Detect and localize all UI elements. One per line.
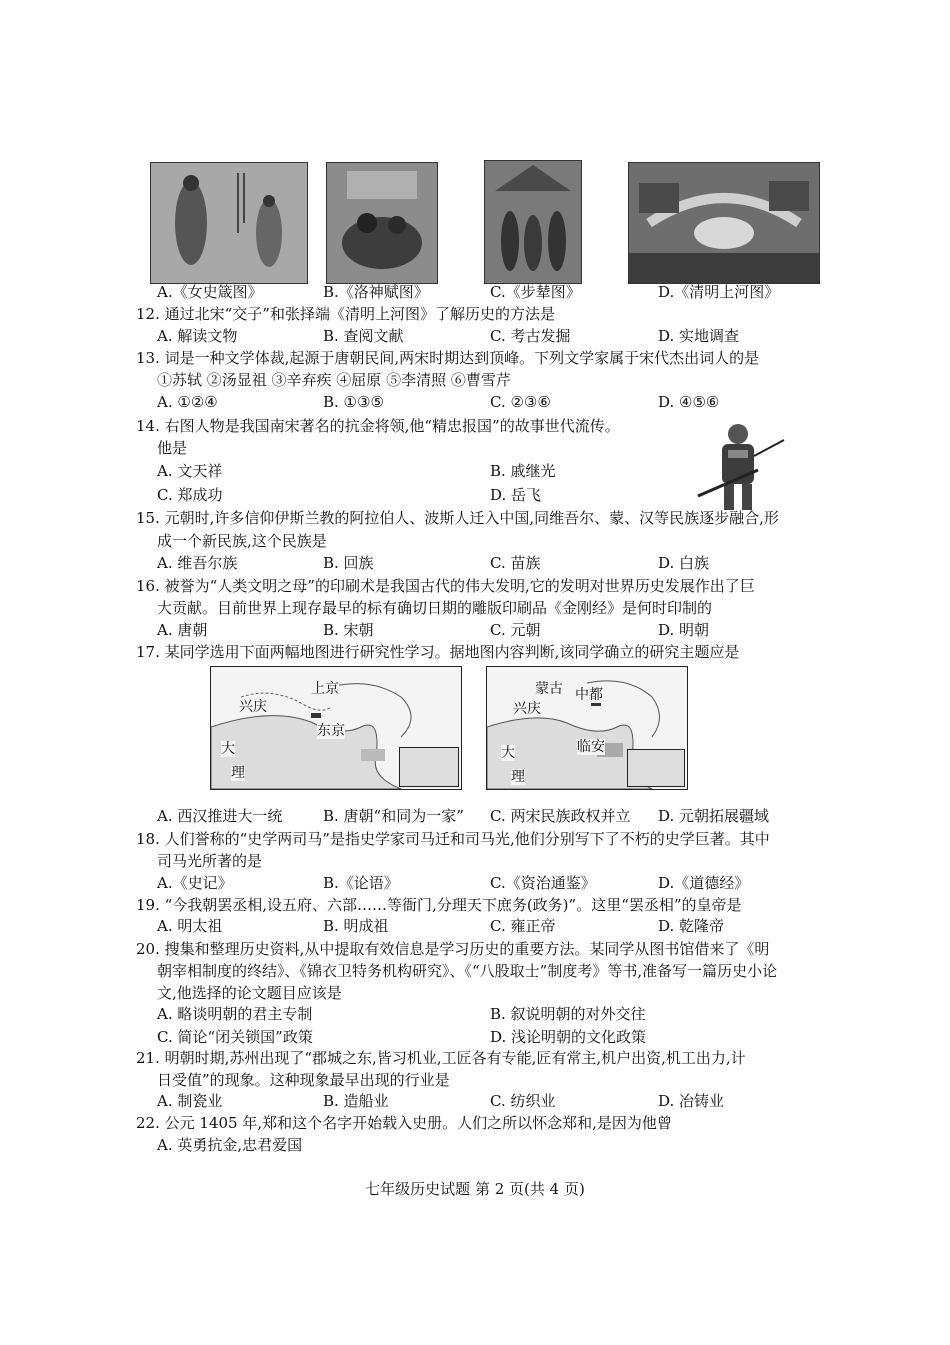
map2-label-zhongdu: 中都 bbox=[575, 687, 603, 703]
q14-stem-2: 他是 bbox=[157, 439, 188, 457]
page-footer: 七年级历史试题 第 2 页(共 4 页) bbox=[365, 1180, 585, 1198]
map-song-jin bbox=[486, 666, 688, 790]
q19-option-b: B. 明成祖 bbox=[323, 917, 389, 935]
q12-option-a: A. 解读文物 bbox=[157, 327, 238, 345]
map1-label-dongjing: 东京 bbox=[317, 723, 345, 739]
q16-option-d: D. 明朝 bbox=[658, 621, 710, 639]
q14-option-d: D. 岳飞 bbox=[490, 486, 542, 504]
q20-stem-2: 朝宰相制度的终结》、《锦衣卫特务机构研究》、《“八股取士”制度考》等书,准备写一篇历史小论 bbox=[157, 962, 778, 980]
q14-option-b: B. 戚继光 bbox=[490, 462, 556, 480]
q13-option-c: C. ②③⑥ bbox=[490, 393, 551, 411]
q12-option-b: B. 查阅文献 bbox=[323, 327, 404, 345]
map2-inset bbox=[627, 749, 685, 787]
painting-label-d: D.《清明上河图》 bbox=[658, 283, 780, 301]
q12-option-d: D. 实地调查 bbox=[658, 327, 740, 345]
q17-option-d: D. 元朝拓展疆域 bbox=[658, 807, 770, 825]
q15-stem-2: 成一个新民族,这个民族是 bbox=[157, 532, 327, 550]
q19-option-d: D. 乾隆帝 bbox=[658, 917, 725, 935]
q16-option-c: C. 元朝 bbox=[490, 621, 541, 639]
map1-label-da: 大 bbox=[221, 741, 235, 757]
q20-option-d: D. 浅论明朝的文化政策 bbox=[490, 1028, 647, 1046]
q18-option-b: B.《论语》 bbox=[323, 874, 399, 892]
q14-stem: 14. 右图人物是我国南宋著名的抗金将领,他“精忠报国”的故事世代流传。 bbox=[136, 417, 620, 435]
painting-qingming bbox=[628, 162, 820, 284]
q20-stem-3: 文,他选择的论文题目应该是 bbox=[157, 984, 342, 1002]
q13-stem: 13. 词是一种文学体裁,起源于唐朝民间,两宋时期达到顶峰。下列文学家属于宋代杰出词人的是 bbox=[136, 349, 760, 367]
q19-option-a: A. 明太祖 bbox=[157, 917, 223, 935]
q16-stem: 16. 被誉为“人类文明之母”的印刷术是我国古代的伟大发明,它的发明对世界历史发展作出了巨 bbox=[136, 577, 755, 595]
q16-option-b: B. 宋朝 bbox=[323, 621, 374, 639]
q19-option-c: C. 雍正帝 bbox=[490, 917, 556, 935]
q17-option-c: C. 两宋民族政权并立 bbox=[490, 807, 631, 825]
q18-option-d: D.《道德经》 bbox=[658, 874, 750, 892]
q21-stem: 21. 明朝时期,苏州出现了“郡城之东,皆习机业,工匠各有专能,匠有常主,机户出资,机工出力,计 bbox=[136, 1049, 746, 1067]
map2-label-li: 理 bbox=[511, 769, 525, 785]
q22-option-a: A. 英勇抗金,忠君爱国 bbox=[157, 1136, 303, 1154]
q20-stem: 20. 搜集和整理历史资料,从中提取有效信息是学习历史的重要方法。某同学从图书馆借来了《明 bbox=[136, 940, 770, 958]
q13-option-a: A. ①②④ bbox=[157, 393, 218, 411]
q19-stem: 19. “今我朝罢丞相,设五府、六部……等衙门,分理天下庶务(政务)”。这里“罢丞相”的皇帝是 bbox=[136, 896, 742, 914]
general-portrait-image bbox=[688, 420, 786, 512]
map1-label-li: 理 bbox=[231, 765, 245, 781]
q14-option-a: A. 文天祥 bbox=[157, 462, 223, 480]
q18-option-a: A.《史记》 bbox=[157, 874, 233, 892]
map2-label-linan: 临安 bbox=[577, 739, 605, 755]
q21-option-a: A. 制瓷业 bbox=[157, 1092, 223, 1110]
painting-nvshizhen bbox=[150, 162, 308, 284]
q22-stem: 22. 公元 1405 年,郑和这个名字开始载入史册。人们之所以怀念郑和,是因为他曾 bbox=[136, 1114, 672, 1132]
map1-label-shangjing: 上京 bbox=[311, 681, 339, 697]
q18-stem-2: 司马光所著的是 bbox=[157, 852, 263, 870]
q20-option-b: B. 叙说明朝的对外交往 bbox=[490, 1005, 646, 1023]
q13-option-d: D. ④⑤⑥ bbox=[658, 393, 720, 411]
q15-option-a: A. 维吾尔族 bbox=[157, 554, 238, 572]
map2-label-menggu: 蒙古 bbox=[535, 681, 563, 697]
map1-label-xingqing: 兴庆 bbox=[239, 699, 267, 715]
q21-option-b: B. 造船业 bbox=[323, 1092, 389, 1110]
q18-option-c: C.《资治通鉴》 bbox=[490, 874, 596, 892]
q15-option-d: D. 白族 bbox=[658, 554, 710, 572]
q20-option-c: C. 简论“闭关锁国”政策 bbox=[157, 1028, 313, 1046]
map2-label-da: 大 bbox=[501, 745, 515, 761]
q20-option-a: A. 略谈明朝的君主专制 bbox=[157, 1005, 313, 1023]
map-song-liao bbox=[210, 666, 462, 790]
q15-option-b: B. 回族 bbox=[323, 554, 374, 572]
painting-label-b: B.《洛神赋图》 bbox=[323, 283, 429, 301]
q16-stem-2: 大贡献。目前世界上现存最早的标有确切日期的雕版印刷品《金刚经》是何时印制的 bbox=[157, 599, 713, 617]
q17-option-b: B. 唐朝“和同为一家” bbox=[323, 807, 464, 825]
q14-option-c: C. 郑成功 bbox=[157, 486, 223, 504]
map1-inset bbox=[399, 747, 459, 787]
q17-stem: 17. 某同学选用下面两幅地图进行研究性学习。据地图内容判断,该同学确立的研究主题应是 bbox=[136, 643, 740, 661]
q18-stem: 18. 人们誉称的“史学两司马”是指史学家司马迁和司马光,他们分别写下了不朽的史学巨著。其中 bbox=[136, 830, 770, 848]
q13-option-b: B. ①③⑤ bbox=[323, 393, 384, 411]
q21-option-d: D. 冶铸业 bbox=[658, 1092, 725, 1110]
q12-option-c: C. 考古发掘 bbox=[490, 327, 571, 345]
painting-bunian bbox=[484, 160, 582, 284]
q21-option-c: C. 纺织业 bbox=[490, 1092, 556, 1110]
painting-label-c: C.《步辇图》 bbox=[490, 283, 581, 301]
q16-option-a: A. 唐朝 bbox=[157, 621, 208, 639]
painting-label-a: A.《女史箴图》 bbox=[157, 283, 263, 301]
q12-stem: 12. 通过北宋“交子”和张择端《清明上河图》了解历史的方法是 bbox=[136, 305, 555, 323]
q13-items: ①苏轼 ②汤显祖 ③辛弃疾 ④屈原 ⑤李清照 ⑥曹雪芹 bbox=[157, 371, 511, 389]
map2-label-xingqing: 兴庆 bbox=[513, 701, 541, 717]
q15-stem: 15. 元朝时,许多信仰伊斯兰教的阿拉伯人、波斯人迁入中国,同维吾尔、蒙、汉等民族逐步融合,形 bbox=[136, 509, 779, 527]
q17-option-a: A. 西汉推进大一统 bbox=[157, 807, 283, 825]
q21-stem-2: 日受值”的现象。这种现象最早出现的行业是 bbox=[157, 1071, 450, 1089]
q15-option-c: C. 苗族 bbox=[490, 554, 541, 572]
painting-luoshenfu bbox=[326, 162, 438, 284]
